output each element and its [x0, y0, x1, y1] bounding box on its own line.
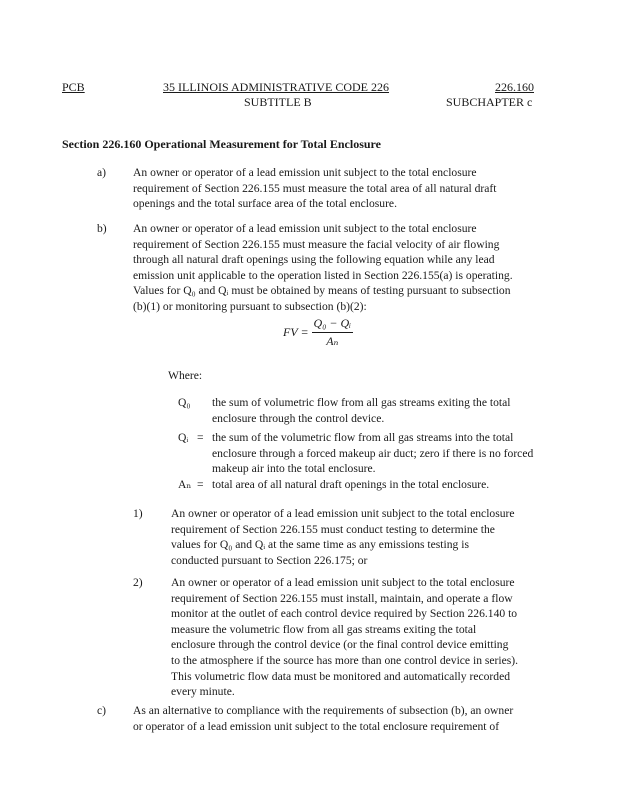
header-section-number: 226.160: [495, 80, 534, 94]
equation-denominator: Aₙ: [326, 334, 339, 348]
facial-velocity-equation: [283, 316, 353, 349]
sub-2-line: measure the volumetric flow from all gas streams exiting the total: [171, 622, 477, 636]
definition-equals: =: [197, 431, 204, 444]
definition-text: [212, 395, 510, 426]
header-agency: PCB: [62, 80, 85, 94]
para-b-line: An owner or operator of a lead emission unit subject to the total enclosure: [133, 222, 477, 235]
definition-text: [212, 477, 489, 493]
para-b-line: requirement of Section 226.155 must measure the facial velocity of air flowing: [133, 237, 500, 251]
para-b-line: Values for Q₀ and Qᵢ must be obtained by means of testing pursuant to subsection: [133, 284, 511, 298]
definition-line: the sum of the volumetric flow from all gas streams into the total: [212, 431, 514, 444]
definition-equals: =: [197, 478, 204, 491]
sub-2-line: every minute.: [171, 685, 235, 699]
sub-2-label: 2): [133, 576, 143, 589]
definition-line: enclosure through the control device.: [212, 411, 385, 425]
para-b-label: b): [97, 222, 107, 235]
para-a-line: An owner or operator of a lead emission unit subject to the total enclosure: [133, 166, 477, 179]
definition-line: makeup air into the total enclosure.: [212, 462, 376, 476]
definition-text: [212, 430, 533, 477]
header-subtitle: SUBTITLE B: [244, 95, 312, 109]
para-b-line: emission unit applicable to the operation listed in Section 226.155(a) is operating.: [133, 268, 513, 282]
sub-2-line: enclosure through the control device (or the final control device emitting: [171, 638, 509, 652]
para-b-text: [133, 221, 513, 315]
sub-2-line: This volumetric flow data must be monitored and automatically recorded: [171, 669, 511, 683]
where-label: Where:: [168, 369, 203, 382]
sub-2-text: [171, 575, 518, 700]
para-c-line: or operator of a lead emission unit subject to the total enclosure requirement of: [133, 719, 500, 733]
equation-numerator: Q₀ − Qᵢ: [312, 316, 354, 333]
definition-symbol: Q₀: [178, 396, 191, 409]
para-a-text: [133, 165, 496, 212]
header-code-title-text: 35 ILLINOIS ADMINISTRATIVE CODE 226: [163, 80, 389, 94]
definition-line: the sum of volumetric flow from all gas streams exiting the total: [212, 396, 511, 409]
sub-1-text: [171, 506, 515, 568]
header-subchapter: SUBCHAPTER c: [446, 95, 533, 109]
para-c-text: [133, 703, 513, 734]
sub-1-line: values for Q₀ and Qᵢ at the same time as any emissions testing is: [171, 538, 469, 552]
sub-1-label: 1): [133, 507, 143, 520]
sub-2-line: to the atmosphere if the source has more than one control device in series).: [171, 653, 519, 667]
section-title: Section 226.160 Operational Measurement for Total Enclosure: [62, 137, 381, 151]
definition-line: total area of all natural draft openings in the total enclosure.: [212, 478, 490, 491]
sub-2-line: An owner or operator of a lead emission unit subject to the total enclosure: [171, 576, 515, 589]
sub-2-line: monitor at the outlet of each control device required by Section 226.140 to: [171, 607, 518, 621]
definition-symbol: Aₙ: [178, 478, 192, 491]
sub-1-line: An owner or operator of a lead emission unit subject to the total enclosure: [171, 507, 515, 520]
para-a-line: openings and the total surface area of the total enclosure.: [133, 197, 397, 211]
para-b-line: through all natural draft openings using the following equation while any lead: [133, 253, 495, 267]
para-c-line: As an alternative to compliance with the requirements of subsection (b), an owner: [133, 704, 514, 717]
equation-fraction: [312, 316, 354, 349]
para-b-line: (b)(1) or monitoring pursuant to subsection (b)(2):: [133, 299, 367, 313]
definition-line: enclosure through a forced makeup air duct; zero if there is no forced: [212, 446, 534, 460]
sub-1-line: requirement of Section 226.155 must conduct testing to determine the: [171, 522, 495, 536]
equation-lhs: FV =: [283, 325, 309, 339]
para-a-line: requirement of Section 226.155 must measure the total area of all natural draft: [133, 181, 497, 195]
header-code-title: [163, 80, 431, 95]
para-a-label: a): [97, 166, 107, 179]
sub-1-line: conducted pursuant to Section 226.175; or: [171, 553, 368, 567]
definition-symbol: Qᵢ: [178, 431, 189, 444]
sub-2-line: requirement of Section 226.155 must install, maintain, and operate a flow: [171, 591, 513, 605]
para-c-label: c): [97, 704, 107, 717]
